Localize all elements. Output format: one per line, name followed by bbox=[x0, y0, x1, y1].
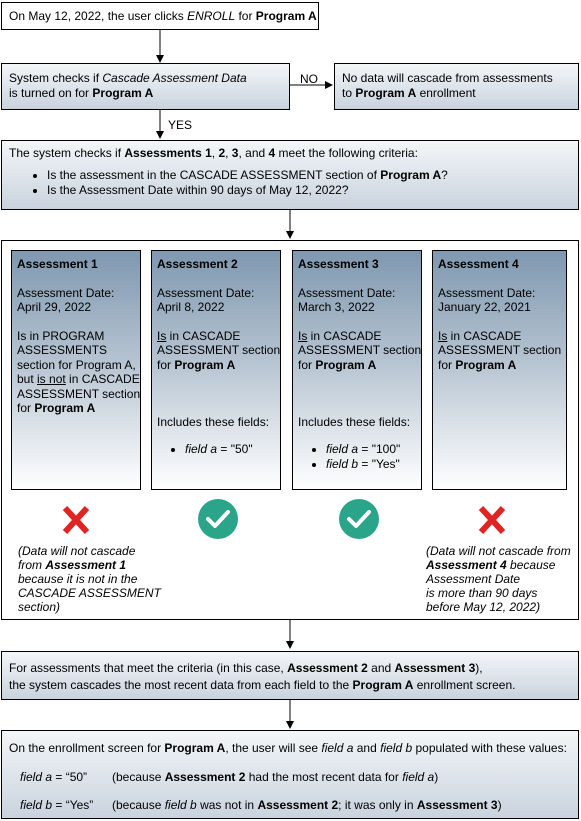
assessment-1-desc-4: but is not in CASCADE bbox=[17, 372, 140, 386]
assessment-3-field-a: • field a = "100" bbox=[326, 442, 400, 457]
enrollment-result-field-b-reason: (because field b was not in Assessment 2; it was only in Assessment 3) bbox=[112, 798, 502, 812]
assessment-1-date: April 29, 2022 bbox=[17, 300, 92, 314]
assessment-2-title: Assessment 2 bbox=[157, 257, 238, 271]
check-circle-icon bbox=[338, 498, 380, 540]
step-enroll-text: On May 12, 2022, the user clicks ENROLL for Program A bbox=[9, 9, 317, 23]
assessment-2-fields-label: Includes these fields: bbox=[157, 415, 270, 429]
enrollment-result-field-a-reason: (because Assessment 2 had the most recent data for field a) bbox=[112, 770, 439, 784]
assessment-4-desc-3: for Program A bbox=[438, 358, 517, 372]
assessment-1-card bbox=[11, 250, 141, 490]
assessment-3-fields-list bbox=[308, 442, 400, 471]
assessment-2-desc-3: for Program A bbox=[157, 358, 236, 372]
cascade-line-1: For assessments that meet the criteria (in this case, Assessment 2 and Assessment 3), bbox=[9, 661, 483, 675]
assessment-2-date-label: Assessment Date: bbox=[157, 286, 255, 300]
assessment-4-title: Assessment 4 bbox=[438, 257, 519, 271]
criteria-list bbox=[29, 168, 448, 197]
assessment-3-desc-3: for Program A bbox=[298, 358, 377, 372]
assessment-3-desc-1: Is in CASCADE bbox=[298, 329, 382, 343]
assessment-4-date: January 22, 2021 bbox=[438, 300, 531, 314]
enrollment-result-field-b: field b = “Yes” bbox=[20, 798, 94, 812]
enrollment-result-field-a: field a = “50” bbox=[20, 770, 88, 784]
cross-icon bbox=[61, 505, 91, 535]
cascade-line-2: the system cascades the most recent data from each field to the Program A enrollment screen. bbox=[9, 678, 516, 692]
assessment-4-card bbox=[432, 250, 567, 490]
assessment-3-desc-2: ASSESSMENT section bbox=[298, 343, 422, 357]
assessment-3-title: Assessment 3 bbox=[298, 257, 379, 271]
yes-label: YES bbox=[168, 118, 193, 132]
no-cascade-line-2: to Program A enrollment bbox=[342, 86, 476, 100]
enrollment-result-heading: On the enrollment screen for Program A, the user will see field a and field b populated with these values: bbox=[9, 741, 567, 755]
assessment-1-desc-2: ASSESSMENTS bbox=[17, 343, 108, 357]
enrollment-result-box bbox=[1, 730, 579, 819]
cross-icon bbox=[477, 505, 507, 535]
assessment-3-card bbox=[292, 250, 422, 490]
no-cascade-line-1: No data will cascade from assessments bbox=[342, 71, 553, 85]
assessment-2-desc-1: Is in CASCADE bbox=[157, 329, 241, 343]
assessment-3-fields-label: Includes these fields: bbox=[298, 415, 411, 429]
step-enroll-click bbox=[1, 2, 319, 30]
assessment-1-date-label: Assessment Date: bbox=[17, 286, 115, 300]
cascade-box bbox=[1, 651, 579, 700]
criteria-heading: The system checks if Assessments 1, 2, 3, and 4 meet the following criteria: bbox=[9, 146, 418, 160]
assessment-1-desc-5: ASSESSMENT section bbox=[17, 387, 141, 401]
assessment-4-desc-1: Is in CASCADE bbox=[438, 329, 522, 343]
assessment-3-date-label: Assessment Date: bbox=[298, 286, 396, 300]
assessment-4-date-label: Assessment Date: bbox=[438, 286, 536, 300]
decision-line-2: is turned on for Program A bbox=[9, 86, 154, 100]
no-cascade-box bbox=[334, 63, 579, 110]
assessment-4-desc-2: ASSESSMENT section bbox=[438, 343, 562, 357]
criteria-box bbox=[1, 140, 579, 210]
assessment-1-note: (Data will not cascade from Assessment 1 because it is not in the CASCADE ASSESSMENT section) bbox=[18, 544, 161, 614]
assessment-1-desc-6: for Program A bbox=[17, 401, 96, 415]
assessment-2-date: April 8, 2022 bbox=[157, 300, 225, 314]
assessment-1-desc-1: Is in PROGRAM bbox=[17, 329, 105, 343]
assessment-2-fields-list bbox=[167, 442, 253, 457]
criteria-bullet-section: • Is the assessment in the CASCADE ASSESSMENT section of Program A? bbox=[47, 168, 448, 183]
decision-line-1: System checks if Cascade Assessment Data bbox=[9, 71, 247, 85]
no-label: NO bbox=[300, 72, 318, 86]
assessment-2-desc-2: ASSESSMENT section bbox=[157, 343, 281, 357]
assessment-3-field-b: • field b = "Yes" bbox=[326, 457, 400, 472]
assessment-2-card bbox=[151, 250, 281, 490]
assessment-2-field-a: • field a = "50" bbox=[185, 442, 253, 457]
check-circle-icon bbox=[197, 498, 239, 540]
assessment-3-date: March 3, 2022 bbox=[298, 300, 375, 314]
assessment-1-desc-3: section for Program A, bbox=[17, 358, 136, 372]
criteria-bullet-date: • Is the Assessment Date within 90 days of May 12, 2022? bbox=[47, 183, 448, 198]
assessment-1-title: Assessment 1 bbox=[17, 257, 98, 271]
assessment-4-note: (Data will not cascade from Assessment 4 because Assessment Date is more than 90 days before May 12, 2022) bbox=[426, 544, 571, 614]
decision-cascade-setting bbox=[1, 63, 290, 110]
